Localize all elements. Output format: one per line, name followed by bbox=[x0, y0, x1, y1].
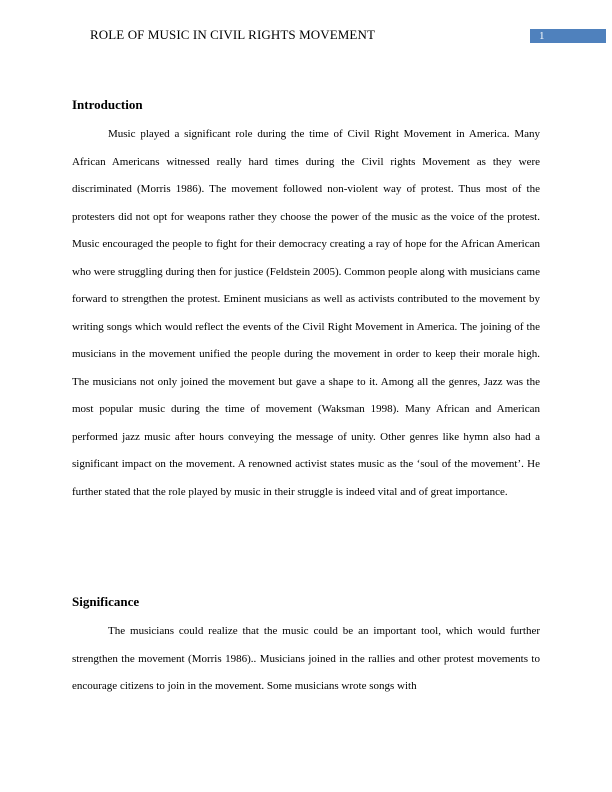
significance-paragraph: The musicians could realize that the music could be an important tool, which would further strengthen the movement (Morris 1986).. Musicians joined in the rallies and other protest movements to encourage citizens to join in the movement. Some musicians wrote songs with bbox=[72, 625, 540, 692]
page-number-badge bbox=[530, 29, 606, 43]
section-heading-significance: Significance bbox=[72, 594, 140, 609]
running-head-title: ROLE OF MUSIC IN CIVIL RIGHTS MOVEMENT bbox=[90, 27, 375, 42]
section-heading-introduction: Introduction bbox=[72, 97, 143, 112]
page-number: 1 bbox=[539, 30, 545, 42]
introduction-paragraph: Music played a significant role during the time of Civil Right Movement in America. Many African Americans witnessed really hard times during the Civil rights Movement as they were discriminated (Morris 1986). The movement followed non-violent way of protest. Thus most of the protesters did not opt for weapons rather they choose the power of the music as the voice of the protest. Music encouraged the people to fight for their democracy creating a ray of hope for the African American who were struggling during then for justice (Feldstein 2005). Common people along with musicians came forward to strengthen the protest. Eminent musicians as well as activists contributed to the movement by writing songs which would reflect the events of the Civil Right Movement in America. The joining of the musicians in the movement unified the people during the movement in order to keep their morale high. The musicians not only joined the movement but gave a shape to it. Among all the genres, Jazz was the most popular music during the time of movement (Waksman 1998). Many African and American performed jazz music after hours conveying the message of unity. Other genres like hymn also had a significant impact on the movement. A renowned activist states music as the ‘soul of the movement’. He further stated that the role played by music in their struggle is indeed vital and of great importance. bbox=[72, 128, 540, 498]
